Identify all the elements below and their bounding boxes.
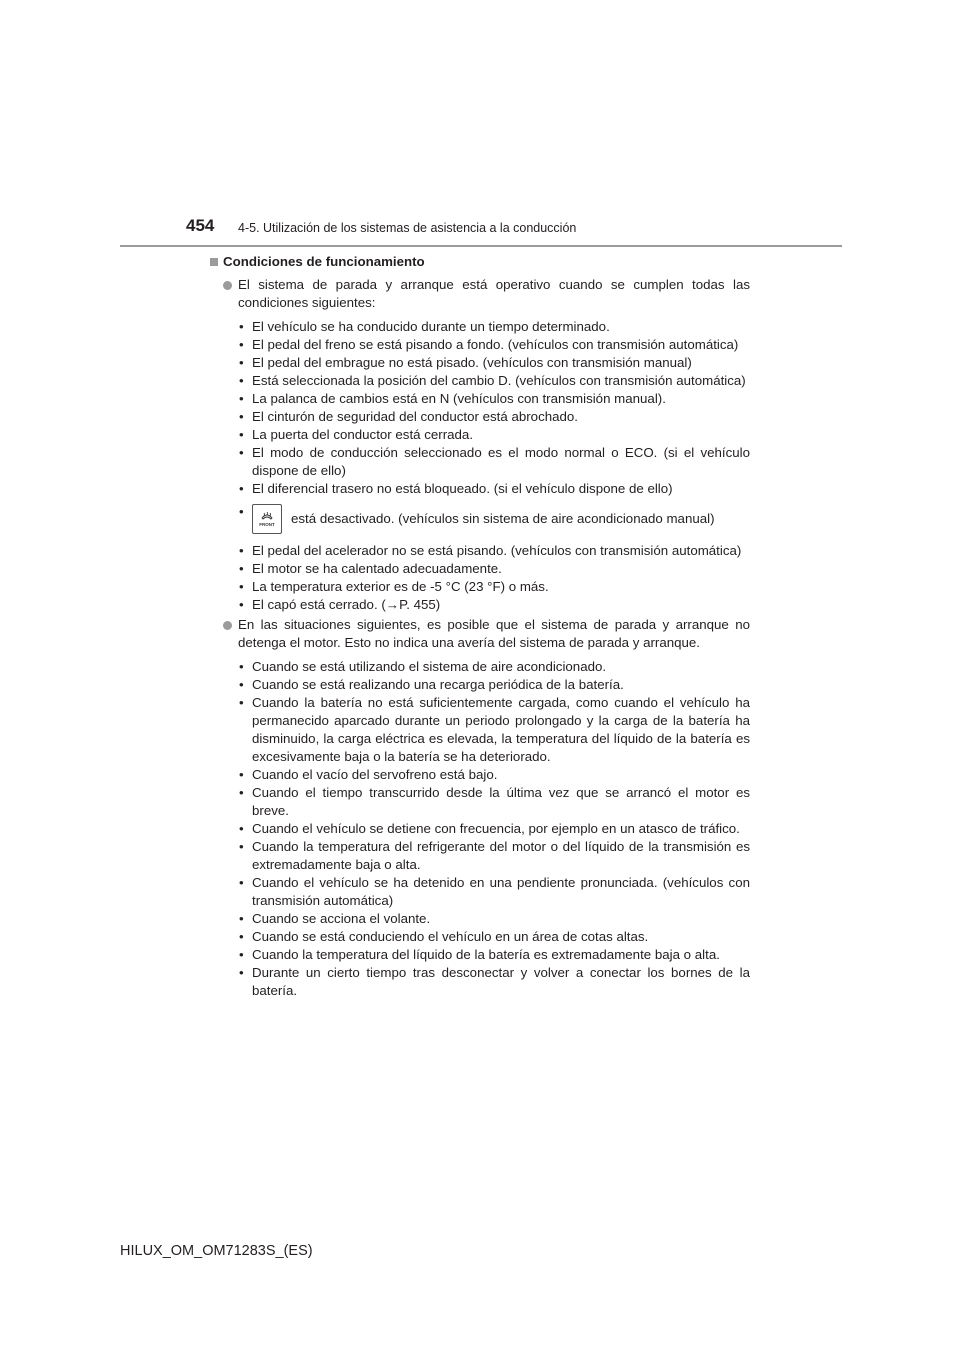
list-item-text: Cuando la temperatura del refrigerante del motor o del líquido de la transmisión es extremadamente baja o alta. — [252, 839, 750, 872]
list-item: • La temperatura exterior es de -5 °C (23 °F) o más. — [239, 579, 549, 594]
list-item: • El pedal del acelerador no se está pisando. (vehículos con transmisión automática) — [239, 543, 742, 558]
list-item-text: El motor se ha calentado adecuadamente. — [252, 561, 502, 576]
list-item: • Cuando se está conduciendo el vehículo en un área de cotas altas. — [239, 929, 649, 944]
list-item: • Cuando se acciona el volante. — [239, 911, 431, 926]
list-item: • Cuando se está realizando una recarga periódica de la batería. — [239, 677, 624, 692]
page-number: 454 — [186, 216, 215, 235]
list-item: • Cuando el vehículo se ha detenido en una pendiente pronunciada. (vehículos con transmisión automática) — [239, 875, 750, 908]
list-item-text: El capó está cerrado. (→P. 455) — [252, 597, 441, 612]
list-item: • Cuando el vacío del servofreno está bajo. — [239, 767, 498, 782]
list-item: • Cuando la batería no está suficientemente cargada, como cuando el vehículo ha permanecido aparcado durante un periodo prolongado y la carga de la batería ha disminuido, la carga eléctrica es elevada, la temperatura del líquido de la batería es excesivamente baja o la batería se ha deteriorado. — [239, 695, 750, 764]
header-divider — [120, 245, 842, 247]
list-item-text: La puerta del conductor está cerrada. — [252, 427, 474, 442]
list-item-text: Cuando el vacío del servofreno está bajo. — [252, 767, 498, 782]
list-item-text: Cuando se está conduciendo el vehículo en un área de cotas altas. — [252, 929, 649, 944]
document-footer: HILUX_OM_OM71283S_(ES) — [120, 1243, 313, 1259]
circle-bullet-icon — [223, 281, 232, 290]
operating-conditions-point — [210, 276, 750, 312]
list-item: • Durante un cierto tiempo tras desconectar y volver a conectar los bornes de la batería. — [239, 965, 750, 998]
list-item-text: El diferencial trasero no está bloqueado. (si el vehículo dispone de ello) — [252, 481, 673, 496]
list-item-text: Cuando la batería no está suficientemente cargada, como cuando el vehículo ha permanecido aparcado durante un periodo prolongado y la carga de la batería ha disminuido, la carga eléctrica es elevada, la temperatura del líquido de la batería es excesivamente baja o la batería se ha deteriorado. — [252, 695, 750, 764]
subheading-text: Condiciones de funcionamiento — [223, 254, 425, 269]
list-item-text: El pedal del freno se está pisando a fondo. (vehículos con transmisión automática) — [252, 337, 739, 352]
situations-list — [210, 658, 750, 1000]
svg-text:FRONT: FRONT — [259, 522, 275, 527]
page-content — [210, 253, 750, 1002]
list-item-text: Cuando el tiempo transcurrido desde la última vez que se arrancó el motor es breve. — [252, 785, 750, 818]
list-item-text: Durante un cierto tiempo tras desconectar y volver a conectar los bornes de la batería. — [252, 965, 750, 998]
list-item-text: Cuando el vehículo se detiene con frecuencia, por ejemplo en un atasco de tráfico. — [252, 821, 740, 836]
square-bullet-icon — [210, 258, 218, 266]
section-title: 4-5. Utilización de los sistemas de asistencia a la conducción — [238, 221, 577, 235]
list-item: • Cuando el vehículo se detiene con frecuencia, por ejemplo en un atasco de tráfico. — [239, 821, 740, 836]
list-item-text: El pedal del embrague no está pisado. (vehículos con transmisión manual) — [252, 355, 692, 370]
list-item-text: Cuando el vehículo se ha detenido en una pendiente pronunciada. (vehículos con transmisión automática) — [252, 875, 750, 908]
list-item: • El capó está cerrado. (→P. 455) — [239, 597, 441, 612]
point-text: El sistema de parada y arranque está operativo cuando se cumplen todas las condiciones siguientes: — [238, 277, 750, 310]
front-defroster-icon — [252, 504, 282, 534]
subheading — [210, 253, 750, 271]
list-item-text: El pedal del acelerador no se está pisando. (vehículos con transmisión automática) — [252, 543, 742, 558]
circle-bullet-icon — [223, 621, 232, 630]
list-item-text: está desactivado. (vehículos sin sistema de aire acondicionado manual) — [291, 511, 715, 526]
stop-exceptions-point — [210, 616, 750, 652]
list-item-text: Cuando se acciona el volante. — [252, 911, 431, 926]
list-item-text: Cuando se está realizando una recarga periódica de la batería. — [252, 677, 624, 692]
list-item: • El vehículo se ha conducido durante un tiempo determinado. — [239, 319, 610, 334]
list-item-text: El vehículo se ha conducido durante un tiempo determinado. — [252, 319, 610, 334]
list-item-text: Está seleccionada la posición del cambio D. (vehículos con transmisión automática) — [252, 373, 746, 388]
list-item-text: La palanca de cambios está en N (vehículos con transmisión manual). — [252, 391, 666, 406]
list-item: • El pedal del embrague no está pisado. (vehículos con transmisión manual) — [239, 355, 692, 370]
list-item: • El cinturón de seguridad del conductor está abrochado. — [239, 409, 578, 424]
list-item-defroster: • FRONT está desactivado. (vehículos sin sistema de aire acondicionado manual) — [210, 503, 750, 535]
list-item: • El diferencial trasero no está bloqueado. (si el vehículo dispone de ello) — [239, 481, 673, 496]
list-item: • Cuando el tiempo transcurrido desde la última vez que se arrancó el motor es breve. — [239, 785, 750, 818]
list-item: • El motor se ha calentado adecuadamente. — [239, 561, 502, 576]
list-item-text: Cuando se está utilizando el sistema de aire acondicionado. — [252, 659, 607, 674]
list-item: • Cuando la temperatura del refrigerante del motor o del líquido de la transmisión es extremadamente baja o alta. — [239, 839, 750, 872]
list-item: • Cuando la temperatura del líquido de la batería es extremadamente baja o alta. — [239, 947, 720, 962]
list-item-text: La temperatura exterior es de -5 °C (23 °F) o más. — [252, 579, 549, 594]
list-item: • El pedal del freno se está pisando a fondo. (vehículos con transmisión automática) — [239, 337, 739, 352]
list-item-text: El cinturón de seguridad del conductor está abrochado. — [252, 409, 578, 424]
list-item-text: El modo de conducción seleccionado es el modo normal o ECO. (si el vehículo dispone de ello) — [252, 445, 750, 478]
list-item-text: Cuando la temperatura del líquido de la batería es extremadamente baja o alta. — [252, 947, 720, 962]
list-item: • El modo de conducción seleccionado es el modo normal o ECO. (si el vehículo dispone de ello) — [239, 445, 750, 478]
list-item: • Está seleccionada la posición del cambio D. (vehículos con transmisión automática) — [239, 373, 746, 388]
list-item: • La puerta del conductor está cerrada. — [239, 427, 474, 442]
list-item: • La palanca de cambios está en N (vehículos con transmisión manual). — [239, 391, 666, 406]
conditions-list — [210, 318, 750, 614]
point-text: En las situaciones siguientes, es posible que el sistema de parada y arranque no detenga el motor. Esto no indica una avería del sistema de parada y arranque. — [238, 617, 750, 650]
list-item: • Cuando se está utilizando el sistema de aire acondicionado. — [239, 659, 607, 674]
